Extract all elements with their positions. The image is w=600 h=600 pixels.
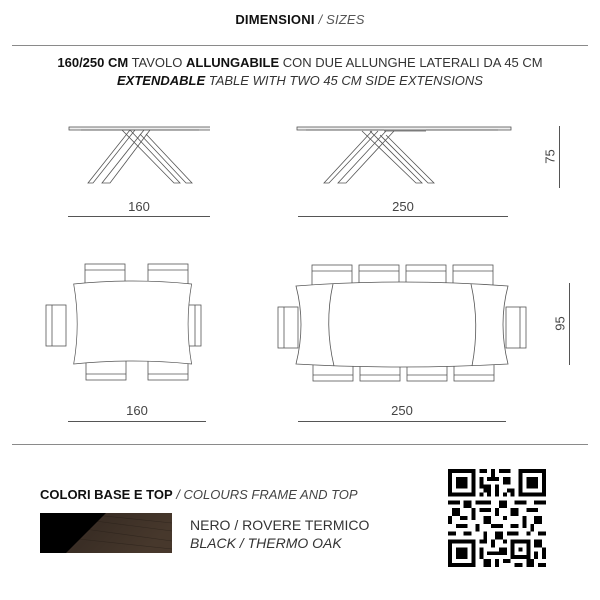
color-swatch-black-thermo-oak [40,513,172,553]
side-closed-dimension-line [68,216,210,217]
title-italic: SIZES [326,12,365,27]
page-title [0,12,600,27]
title-bold: DIMENSIONI [235,12,315,27]
colors-title: COLORI BASE E TOP / COLOURS FRAME AND TOP [40,487,358,502]
side-extended-width-label: 250 [392,199,414,214]
top-closed-width-label: 160 [126,403,148,418]
top-extended-dimension-line [298,421,506,422]
bottom-divider [12,444,588,445]
height-dimension-line [559,126,560,188]
description-line-it: 160/250 CM TAVOLO ALLUNGABILE CON DUE ALLUNGHE LATERALI DA 45 CM [57,55,543,70]
side-extended-dimension-line [298,216,508,217]
color-label [190,516,369,552]
top-closed-dimension-line [68,421,206,422]
top-extended-width-label: 250 [391,403,413,418]
color-label-it: NERO / ROVERE TERMICO [190,517,370,533]
title-sep: / [314,12,327,27]
depth-dimension-line [569,283,570,365]
side-view-closed-drawing [60,118,210,188]
side-closed-width-label: 160 [128,199,150,214]
top-view-closed-drawing [44,262,204,392]
product-description [0,54,600,90]
side-view-extended-drawing [296,118,516,188]
top-divider [12,45,588,46]
color-label-en: BLACK / THERMO OAK [190,535,342,551]
height-label: 75 [542,149,558,164]
top-view-extended-drawing [276,262,542,392]
depth-label: 95 [552,316,568,331]
qr-code-icon[interactable] [448,469,546,567]
description-line-en: EXTENDABLE TABLE WITH TWO 45 CM SIDE EXTENSIONS [117,73,483,88]
